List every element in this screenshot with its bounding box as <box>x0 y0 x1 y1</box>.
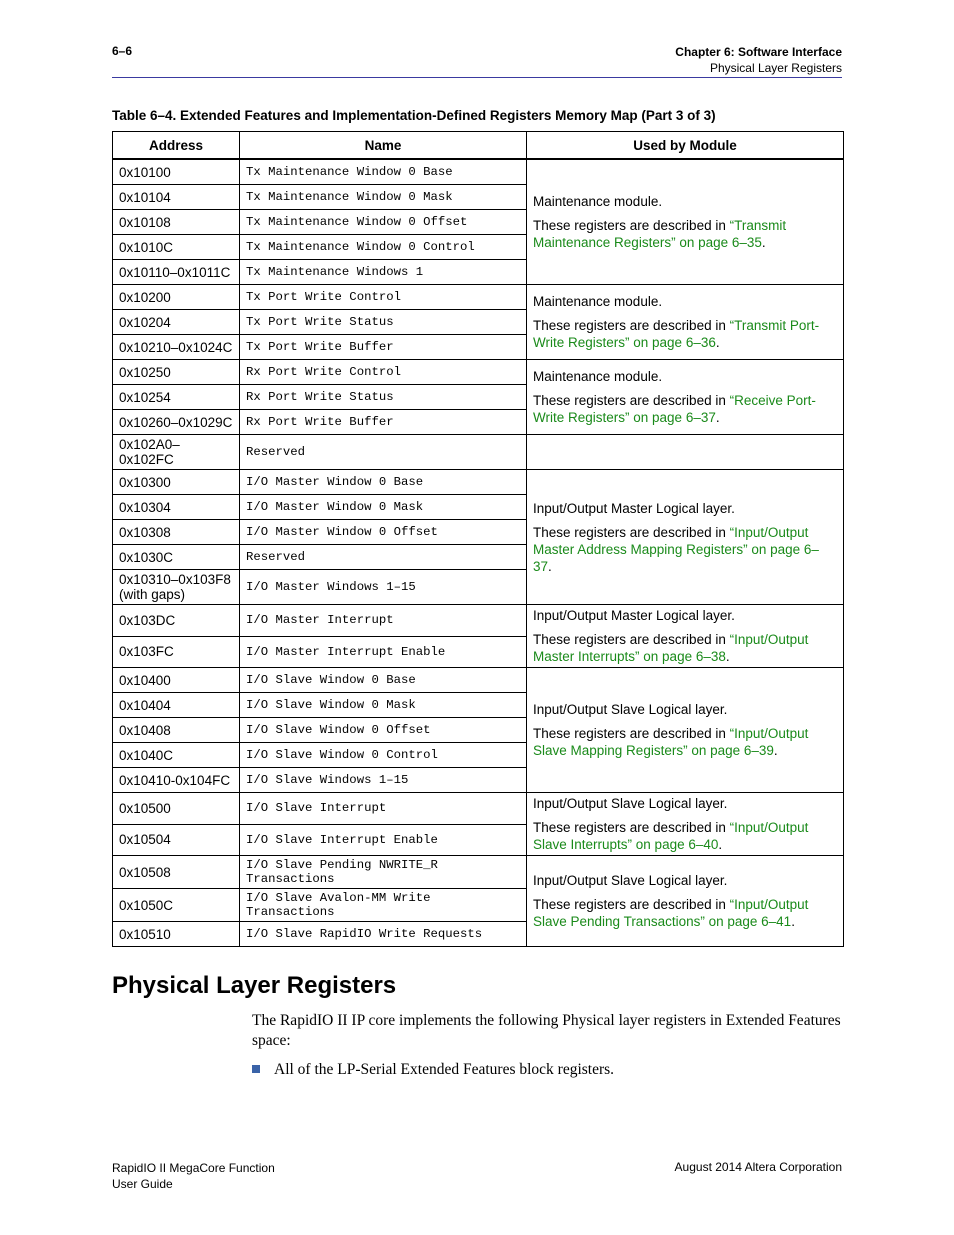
table-header-row <box>113 132 844 160</box>
running-header <box>675 44 842 76</box>
address-cell: 0x10204 <box>113 310 240 335</box>
address-cell: 0x10104 <box>113 185 240 210</box>
register-name-cell: I/O Master Interrupt Enable <box>240 636 527 668</box>
register-name-cell: Tx Maintenance Windows 1 <box>240 260 527 285</box>
module-cell <box>527 793 844 856</box>
register-name-cell: Tx Maintenance Window 0 Control <box>240 235 527 260</box>
register-map-table <box>112 131 844 947</box>
cross-reference-link[interactable]: “Transmit Maintenance Registers” on page 6–35 <box>533 218 787 250</box>
address-cell: 0x10308 <box>113 520 240 545</box>
register-name-cell: I/O Master Windows 1–15 <box>240 570 527 605</box>
description-text: These registers are described in <box>533 524 730 540</box>
module-name: Maintenance module. <box>533 369 663 384</box>
cross-reference-link[interactable]: “Transmit Port-Write Registers” on page 6–36 <box>533 318 820 350</box>
address-cell: 0x10108 <box>113 210 240 235</box>
address-cell: 0x103FC <box>113 636 240 668</box>
description-suffix: . <box>715 335 720 350</box>
address-cell: 0x10304 <box>113 495 240 520</box>
address-cell: 0x10200 <box>113 285 240 310</box>
register-name-cell: I/O Slave Window 0 Base <box>240 668 527 693</box>
table-row <box>113 605 844 637</box>
description-text: These registers are described in <box>533 393 730 408</box>
address-cell: 0x10508 <box>113 856 240 889</box>
description-suffix: . <box>791 914 795 929</box>
address-cell: 0x10210–0x1024C <box>113 335 240 360</box>
register-name-cell: I/O Slave Window 0 Offset <box>240 718 527 743</box>
address-cell: 0x1010C <box>113 235 240 260</box>
table-row <box>113 470 844 495</box>
module-cell <box>527 360 844 435</box>
header-rule <box>112 77 842 78</box>
table-row <box>113 793 844 825</box>
address-cell: 0x1050C <box>113 889 240 922</box>
register-name-cell: I/O Slave Window 0 Control <box>240 743 527 768</box>
address-cell: 0x10300 <box>113 470 240 495</box>
section-name: Physical Layer Registers <box>709 61 842 75</box>
cross-reference-link[interactable]: “Input/Output Master Address Mapping Registers” on page 6–37 <box>533 524 819 574</box>
footer-doc-type: User Guide <box>112 1177 173 1191</box>
address-cell: 0x10100 <box>113 159 240 185</box>
cross-reference-link[interactable]: “Input/Output Master Interrupts” on page 6–38 <box>533 632 809 664</box>
module-description <box>533 392 837 426</box>
description-suffix: . <box>718 837 723 852</box>
column-header-name: Name <box>240 132 527 160</box>
address-cell: 0x103DC <box>113 605 240 637</box>
register-name-cell: Reserved <box>240 435 527 470</box>
module-cell <box>527 159 844 285</box>
address-cell: 0x10500 <box>113 793 240 825</box>
register-name-cell: I/O Slave Interrupt <box>240 793 527 825</box>
register-name-cell: I/O Master Interrupt <box>240 605 527 637</box>
module-name: Input/Output Slave Logical layer. <box>533 796 728 811</box>
register-name-cell: Tx Port Write Control <box>240 285 527 310</box>
table-row <box>113 856 844 889</box>
register-name-cell: Tx Port Write Status <box>240 310 527 335</box>
page-number: 6–6 <box>112 44 133 58</box>
module-name: Input/Output Slave Logical layer. <box>533 702 728 717</box>
address-cell: 0x10254 <box>113 385 240 410</box>
register-name-cell: Rx Port Write Status <box>240 385 527 410</box>
table-body <box>113 159 844 947</box>
chapter-title: Chapter 6: Software Interface <box>675 45 842 59</box>
cross-reference-link[interactable]: “Input/Output Slave Pending Transactions” on page 6–41 <box>533 897 809 929</box>
module-cell <box>527 856 844 947</box>
module-description <box>533 725 837 759</box>
footer-right: August 2014 Altera Corporation <box>674 1160 842 1174</box>
register-name-cell: I/O Slave Pending NWRITE_R Transactions <box>240 856 527 889</box>
register-name-cell: Tx Maintenance Window 0 Offset <box>240 210 527 235</box>
module-description <box>533 631 837 665</box>
description-text: These registers are described in <box>533 218 730 233</box>
address-cell: 0x10504 <box>113 824 240 856</box>
description-text: These registers are described in <box>533 632 730 647</box>
bullet-square-icon <box>252 1065 260 1073</box>
register-name-cell: Rx Port Write Control <box>240 360 527 385</box>
register-name-cell: Reserved <box>240 545 527 570</box>
table-row <box>113 360 844 385</box>
register-name-cell: I/O Master Window 0 Mask <box>240 495 527 520</box>
module-cell <box>527 470 844 605</box>
cross-reference-link[interactable]: “Receive Port-Write Registers” on page 6–37 <box>533 393 816 425</box>
module-name: Input/Output Slave Logical layer. <box>533 873 728 888</box>
description-text: These registers are described in <box>533 897 730 912</box>
bullet-text: All of the LP-Serial Extended Features block registers. <box>274 1061 615 1078</box>
register-name-cell: I/O Master Window 0 Offset <box>240 520 527 545</box>
register-name-cell: I/O Slave Avalon-MM Write Transactions <box>240 889 527 922</box>
module-description <box>533 317 837 351</box>
address-cell: 0x10400 <box>113 668 240 693</box>
address-cell: 0x10110–0x1011C <box>113 260 240 285</box>
address-cell: 0x1040C <box>113 743 240 768</box>
module-description <box>533 217 837 251</box>
footer-left <box>112 1160 275 1192</box>
address-cell: 0x10510 <box>113 922 240 947</box>
table-row <box>113 285 844 310</box>
address-cell: 0x1030C <box>113 545 240 570</box>
cross-reference-link[interactable]: “Input/Output Slave Mapping Registers” on page 6–39 <box>533 726 809 758</box>
table-caption: Table 6–4. Extended Features and Implementation-Defined Registers Memory Map (Part 3 of 3) <box>112 108 716 123</box>
description-text: These registers are described in <box>533 820 730 835</box>
address-cell: 0x102A0–0x102FC <box>113 435 240 470</box>
module-description <box>533 896 837 930</box>
description-suffix: . <box>715 410 720 425</box>
column-header-module: Used by Module <box>527 132 844 160</box>
register-name-cell: Tx Maintenance Window 0 Base <box>240 159 527 185</box>
register-name-cell: Rx Port Write Buffer <box>240 410 527 435</box>
description-text: These registers are described in <box>533 726 730 741</box>
description-suffix: . <box>725 649 730 664</box>
module-cell <box>527 285 844 360</box>
module-name: Input/Output Master Logical layer. <box>533 608 735 623</box>
section-heading: Physical Layer Registers <box>112 972 397 999</box>
address-cell: 0x10408 <box>113 718 240 743</box>
module-name: Input/Output Master Logical layer. <box>533 500 735 516</box>
table-row <box>113 435 844 470</box>
description-text: These registers are described in <box>533 318 730 333</box>
module-description <box>533 819 837 853</box>
register-name-cell: Tx Port Write Buffer <box>240 335 527 360</box>
register-name-cell: I/O Slave RapidIO Write Requests <box>240 922 527 947</box>
module-name: Maintenance module. <box>533 294 663 309</box>
address-cell: 0x10310–0x103F8 (with gaps) <box>113 570 240 605</box>
module-cell <box>527 605 844 668</box>
address-cell: 0x10404 <box>113 693 240 718</box>
column-header-address: Address <box>113 132 240 160</box>
cross-reference-link[interactable]: “Input/Output Slave Interrupts” on page 6–40 <box>533 820 809 852</box>
register-name-cell: Tx Maintenance Window 0 Mask <box>240 185 527 210</box>
address-cell: 0x10410-0x104FC <box>113 768 240 793</box>
address-cell: 0x10250 <box>113 360 240 385</box>
address-cell: 0x10260–0x1029C <box>113 410 240 435</box>
table-row <box>113 159 844 185</box>
register-name-cell: I/O Master Window 0 Base <box>240 470 527 495</box>
footer-product: RapidIO II MegaCore Function <box>112 1161 275 1175</box>
register-name-cell: I/O Slave Windows 1–15 <box>240 768 527 793</box>
body-paragraph: The RapidIO II IP core implements the following Physical layer registers in Extended Features space: <box>252 1012 841 1049</box>
register-name-cell: I/O Slave Window 0 Mask <box>240 693 527 718</box>
module-description <box>533 524 837 575</box>
register-name-cell: I/O Slave Interrupt Enable <box>240 824 527 856</box>
module-cell <box>527 668 844 793</box>
description-suffix: . <box>773 743 778 758</box>
module-name: Maintenance module. <box>533 194 663 209</box>
module-cell <box>527 435 844 470</box>
bullet-item <box>252 1061 614 1079</box>
table-row <box>113 668 844 693</box>
description-suffix: . <box>761 235 766 250</box>
description-suffix: . <box>548 558 552 574</box>
